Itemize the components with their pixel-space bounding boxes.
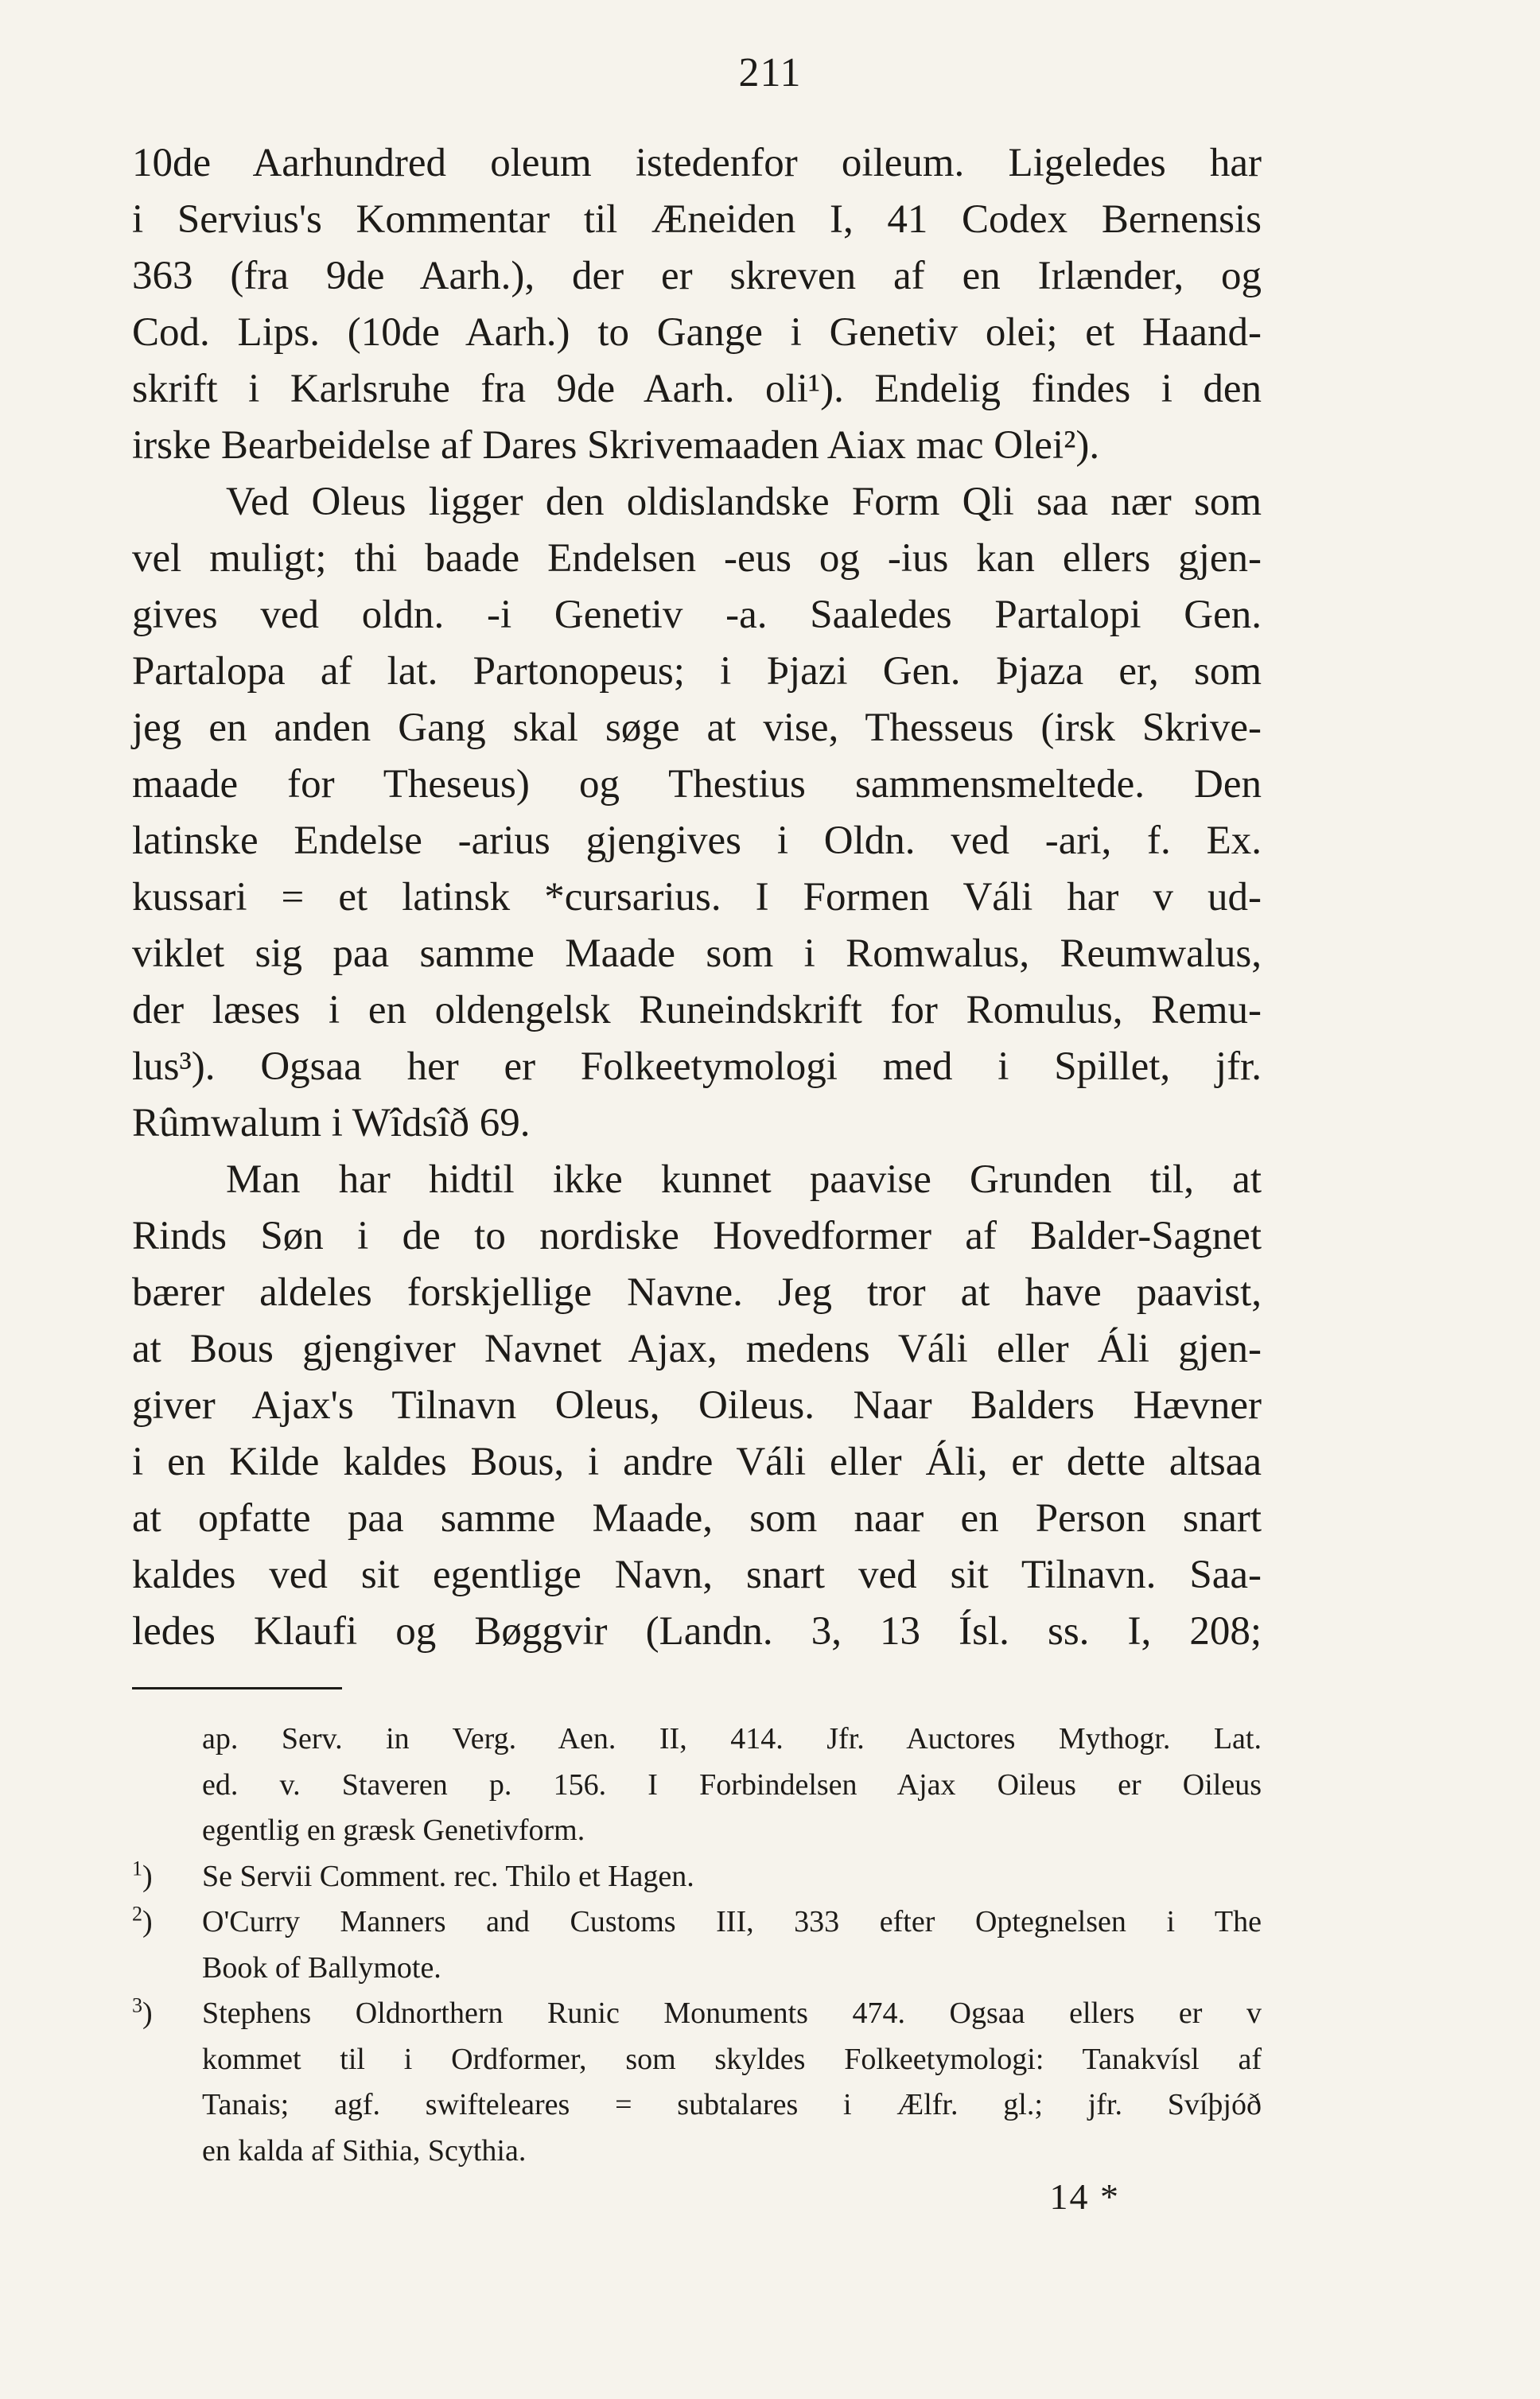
- footnote-line: [132, 1899, 1262, 1946]
- text-line: 363 (fra 9de Aarh.), der er skreven af en Irlænder, og: [132, 254, 1262, 298]
- text-line: giver Ajax's Tilnavn Oleus, Oileus. Naar Balders Hævner: [132, 1383, 1262, 1428]
- page-number: 211: [738, 50, 802, 95]
- footnote-line: [132, 2037, 1262, 2083]
- footnote-text: Book of Ballymote.: [202, 1950, 441, 1985]
- text-line: kussari = et latinsk *cursarius. I Formen Váli har v ud-: [132, 875, 1262, 920]
- text-line: gives ved oldn. -i Genetiv -a. Saaledes Partalopi Gen.: [132, 593, 1262, 637]
- footnote-line: [132, 2129, 1262, 2175]
- main-text: [132, 135, 1262, 1660]
- footnote-line: [132, 1991, 1262, 2037]
- footnote-text: en kalda af Sithia, Scythia.: [202, 2133, 527, 2168]
- text-line: Cod. Lips. (10de Aarh.) to Gange i Genetiv olei; et Haand-: [132, 310, 1262, 355]
- footnote-line: [132, 1808, 1262, 1854]
- footnote-divider: [132, 1687, 342, 1689]
- text-line: at opfatte paa samme Maade, som naar en Person snart: [132, 1496, 1262, 1541]
- footnote-line: [132, 1946, 1262, 1992]
- text-line: Man har hidtil ikke kunnet paavise Grunden til, at: [226, 1157, 1262, 1202]
- footnote-text: O'Curry Manners and Customs III, 333 efter Optegnelsen i The: [202, 1905, 1262, 1938]
- text-line: irske Bearbeidelse af Dares Skrivemaaden Aiax mac Olei²).: [132, 423, 1100, 468]
- text-line: kaldes ved sit egentlige Navn, snart ved sit Tilnavn. Saa-: [132, 1553, 1262, 1597]
- footnote-marker: $^3$): [132, 1993, 153, 2030]
- footnote-marker: $^1$): [132, 1856, 153, 1893]
- footnote-line: [132, 1854, 1262, 1900]
- footnote-text: Se Servii Comment. rec. Thilo et Hagen.: [202, 1859, 694, 1893]
- footnote-text: ap. Serv. in Verg. Aen. II, 414. Jfr. Auctores Mythogr. Lat.: [202, 1722, 1262, 1756]
- text-line: Rûmwalum i Wîdsîð 69.: [132, 1101, 531, 1145]
- text-line: jeg en anden Gang skal søge at vise, Thesseus (irsk Skrive-: [132, 706, 1262, 750]
- text-line: latinske Endelse -arius gjengives i Oldn. ved -ari, f. Ex.: [132, 818, 1262, 863]
- footnote-marker: $^2$): [132, 1902, 153, 1938]
- footnote-text: ed. v. Staveren p. 156. I Forbindelsen Ajax Oileus er Oileus: [202, 1767, 1262, 1802]
- text-line: vel muligt; thi baade Endelsen -eus og -ius kan ellers gjen-: [132, 536, 1262, 581]
- text-line: maade for Theseus) og Thestius sammensmeltede. Den: [132, 762, 1262, 807]
- text-line: Ved Oleus ligger den oldislandske Form Qli saa nær som: [226, 480, 1262, 524]
- footnote-line: [132, 2082, 1262, 2129]
- text-line: i Servius's Kommentar til Æneiden I, 41 Codex Bernensis: [132, 197, 1262, 242]
- text-line: viklet sig paa samme Maade som i Romwalus, Reumwalus,: [132, 931, 1262, 976]
- text-line: 10de Aarhundred oleum istedenfor oileum. Ligeledes har: [132, 141, 1262, 185]
- footnote-text: Tanais; agf. swifteleares = subtalares i Ælfr. gl.; jfr. Svíþjóð: [202, 2088, 1262, 2121]
- text-line: at Bous gjengiver Navnet Ajax, medens Váli eller Áli gjen-: [132, 1327, 1262, 1371]
- text-line: Partalopa af lat. Partonopeus; i Þjazi Gen. Þjaza er, som: [132, 649, 1262, 694]
- footnote-line: [132, 1763, 1262, 1809]
- text-line: der læses i en oldengelsk Runeindskrift for Romulus, Remu-: [132, 988, 1262, 1032]
- text-line: i en Kilde kaldes Bous, i andre Váli eller Áli, er dette altsaa: [132, 1440, 1262, 1484]
- footnote-text: Stephens Oldnorthern Runic Monuments 474. Ogsaa ellers er v: [202, 1997, 1262, 2030]
- text-line: Rinds Søn i de to nordiske Hovedformer af Balder-Sagnet: [132, 1214, 1262, 1258]
- text-line: bærer aldeles forskjellige Navne. Jeg tror at have paavist,: [132, 1270, 1262, 1315]
- signature-mark: 14 *: [1049, 2176, 1120, 2217]
- text-line: ledes Klaufi og Bøggvir (Landn. 3, 13 Ísl. ss. I, 208;: [132, 1609, 1262, 1654]
- text-line: lus³). Ogsaa her er Folkeetymologi med i Spillet, jfr.: [132, 1044, 1262, 1089]
- footnote-text: kommet til i Ordformer, som skyldes Folkeetymologi: Tanakvísl af: [202, 2042, 1262, 2076]
- footnotes: [132, 1717, 1262, 2174]
- footnote-text: egentlig en græsk Genetivform.: [202, 1814, 585, 1847]
- footnote-line: [132, 1717, 1262, 1763]
- text-line: skrift i Karlsruhe fra 9de Aarh. oli¹). Endelig findes i den: [132, 367, 1262, 411]
